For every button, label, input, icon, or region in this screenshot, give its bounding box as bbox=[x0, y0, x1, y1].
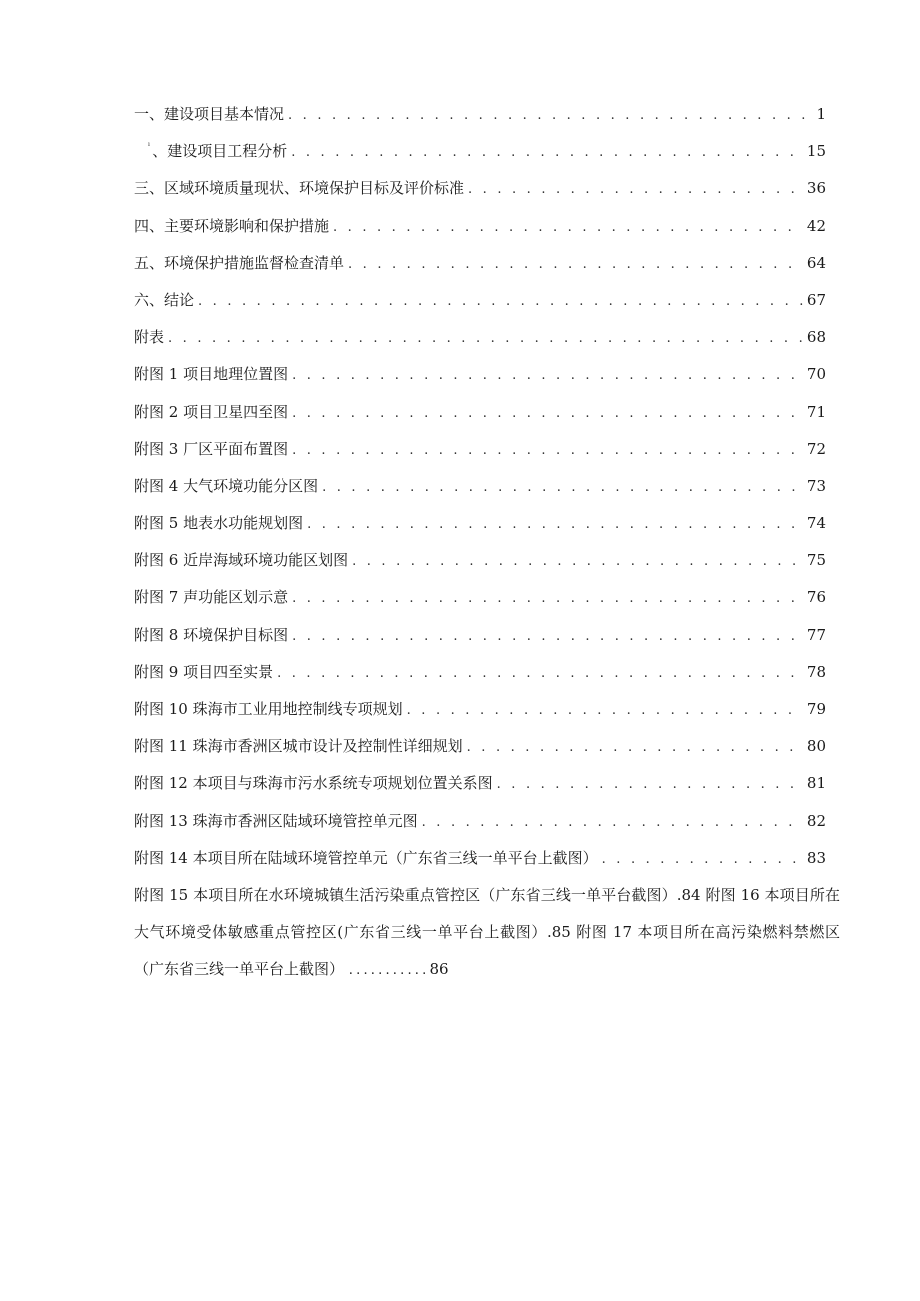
toc-entry-label: 附图 2 项目卫星四至图 bbox=[134, 402, 289, 421]
toc-entry-5[interactable] bbox=[134, 245, 826, 282]
toc-wrapped-text: 附图 15 本项目所在水环境城镇生活污染重点管控区（广东省三线一单平台截图）.84 附图 16 本项目所在大气环境受体敏感重点管控区(广东省三线一单平台上截图）.85 附图 17 本项目所在高污染燃料禁燃区（广东省三线一单平台上截图） bbox=[134, 885, 840, 979]
toc-dot-leader bbox=[307, 506, 803, 543]
toc-entry-9[interactable] bbox=[134, 394, 826, 431]
toc-entry-page: 72 bbox=[806, 439, 826, 458]
toc-entry-1[interactable] bbox=[134, 96, 826, 133]
toc-entry-page: 81 bbox=[806, 774, 826, 793]
toc-entry-page: 76 bbox=[806, 588, 826, 607]
toc-entry-page: 86 bbox=[429, 960, 449, 979]
toc-entry-6[interactable] bbox=[134, 282, 826, 319]
toc-entry-12[interactable] bbox=[134, 505, 826, 542]
toc-entry-page: 83 bbox=[806, 848, 826, 867]
toc-entry-label: 附图 9 项目四至实景 bbox=[134, 662, 274, 681]
toc-entry-label: 六、结论 bbox=[134, 290, 195, 309]
toc-entry-2[interactable] bbox=[134, 133, 826, 170]
toc-dot-leader bbox=[292, 395, 803, 432]
toc-entry-page: 64 bbox=[806, 253, 826, 272]
toc-entry-page: 42 bbox=[806, 216, 826, 235]
toc-entry-page: 70 bbox=[806, 365, 826, 384]
toc-entry-label: 附图 13 珠海市香洲区陆域环境管控单元图 bbox=[134, 811, 418, 830]
toc-entry-13[interactable] bbox=[134, 542, 826, 579]
toc-wrapped-entries[interactable] bbox=[134, 877, 840, 990]
toc-entry-page: 78 bbox=[806, 662, 826, 681]
toc-entry-page: 68 bbox=[806, 328, 826, 347]
toc-dot-leader bbox=[422, 804, 803, 841]
toc-entry-20[interactable] bbox=[134, 803, 826, 840]
toc-entry-label: 、建设项目工程分析 bbox=[152, 142, 288, 161]
toc-entry-page: 75 bbox=[806, 551, 826, 570]
toc-entry-10[interactable] bbox=[134, 431, 826, 468]
toc-entry-page: 15 bbox=[806, 142, 826, 161]
toc-entry-19[interactable] bbox=[134, 765, 826, 802]
toc-entry-label: 五、环境保护措施监督检查清单 bbox=[134, 253, 345, 272]
toc-dot-leader bbox=[277, 655, 803, 692]
toc-entry-3[interactable] bbox=[134, 170, 826, 207]
toc-dot-leader bbox=[407, 692, 803, 729]
toc-entry-page: 79 bbox=[806, 700, 826, 718]
toc-entry-label: 附图 8 环境保护目标图 bbox=[134, 625, 289, 644]
toc-entry-7[interactable] bbox=[134, 319, 826, 356]
toc-dot-leader bbox=[467, 729, 803, 766]
toc-entry-18[interactable] bbox=[134, 728, 826, 765]
toc-entry-page: 73 bbox=[806, 476, 826, 495]
toc-entry-21[interactable] bbox=[134, 840, 826, 877]
toc-entry-label: 附图 7 声功能区划示意 bbox=[134, 588, 289, 607]
toc-dot-leader bbox=[497, 766, 803, 803]
toc-entry-label: 附图 12 本项目与珠海市污水系统专项规划位置关系图 bbox=[134, 774, 493, 793]
toc-dot-leader bbox=[333, 209, 803, 246]
toc-dot-leader bbox=[602, 841, 803, 878]
toc-entry-mark: ˡ bbox=[148, 142, 151, 153]
toc-entry-page: 1 bbox=[816, 105, 826, 123]
toc-entry-label: 附表 bbox=[134, 328, 165, 347]
toc-entry-label: 附图 3 厂区平面布置图 bbox=[134, 439, 289, 458]
toc-entry-label: 附图 4 大气环境功能分区图 bbox=[134, 476, 319, 495]
toc-entry-14[interactable] bbox=[134, 579, 826, 616]
toc-dot-leader bbox=[292, 580, 803, 617]
table-of-contents bbox=[134, 96, 840, 990]
toc-dot-leader bbox=[291, 134, 803, 171]
toc-entry-17[interactable] bbox=[134, 691, 826, 728]
toc-entry-page: 36 bbox=[806, 179, 826, 198]
toc-entry-label: 附图 14 本项目所在陆域环境管控单元（广东省三线一单平台上截图） bbox=[134, 848, 598, 867]
toc-entry-11[interactable] bbox=[134, 468, 826, 505]
toc-dot-leader bbox=[168, 320, 803, 357]
toc-entry-label: 三、区域环境质量现状、环境保护目标及评价标准 bbox=[134, 179, 465, 198]
toc-entry-label: 附图 1 项目地理位置图 bbox=[134, 365, 289, 384]
toc-entry-page: 67 bbox=[806, 290, 826, 309]
toc-entry-16[interactable] bbox=[134, 654, 826, 691]
toc-dot-leader bbox=[348, 246, 803, 283]
toc-dot-leader bbox=[288, 97, 812, 134]
toc-dot-leader: ........... bbox=[348, 963, 430, 979]
toc-entry-label: 附图 10 珠海市工业用地控制线专项规划 bbox=[134, 700, 403, 718]
toc-entry-8[interactable] bbox=[134, 356, 826, 393]
toc-dot-leader bbox=[292, 432, 803, 469]
toc-dot-leader bbox=[468, 171, 803, 208]
toc-dot-leader bbox=[198, 283, 803, 320]
toc-entry-label: 四、主要环境影响和保护措施 bbox=[134, 216, 330, 235]
toc-entry-page: 71 bbox=[806, 402, 826, 421]
toc-entry-4[interactable] bbox=[134, 208, 826, 245]
toc-entry-15[interactable] bbox=[134, 617, 826, 654]
toc-entry-label: 附图 5 地表水功能规划图 bbox=[134, 514, 304, 533]
toc-dot-leader bbox=[352, 543, 803, 580]
toc-dot-leader bbox=[322, 469, 803, 506]
toc-entry-page: 82 bbox=[806, 811, 826, 830]
toc-entry-page: 80 bbox=[806, 737, 826, 756]
toc-entry-label: 附图 6 近岸海域环境功能区划图 bbox=[134, 551, 349, 570]
toc-dot-leader bbox=[292, 618, 803, 655]
toc-entry-label: 附图 11 珠海市香洲区城市设计及控制性详细规划 bbox=[134, 737, 463, 756]
toc-dot-leader bbox=[292, 357, 803, 394]
toc-entry-label: 一、建设项目基本情况 bbox=[134, 105, 285, 123]
toc-entry-page: 77 bbox=[806, 625, 826, 644]
toc-entry-page: 74 bbox=[806, 514, 826, 533]
